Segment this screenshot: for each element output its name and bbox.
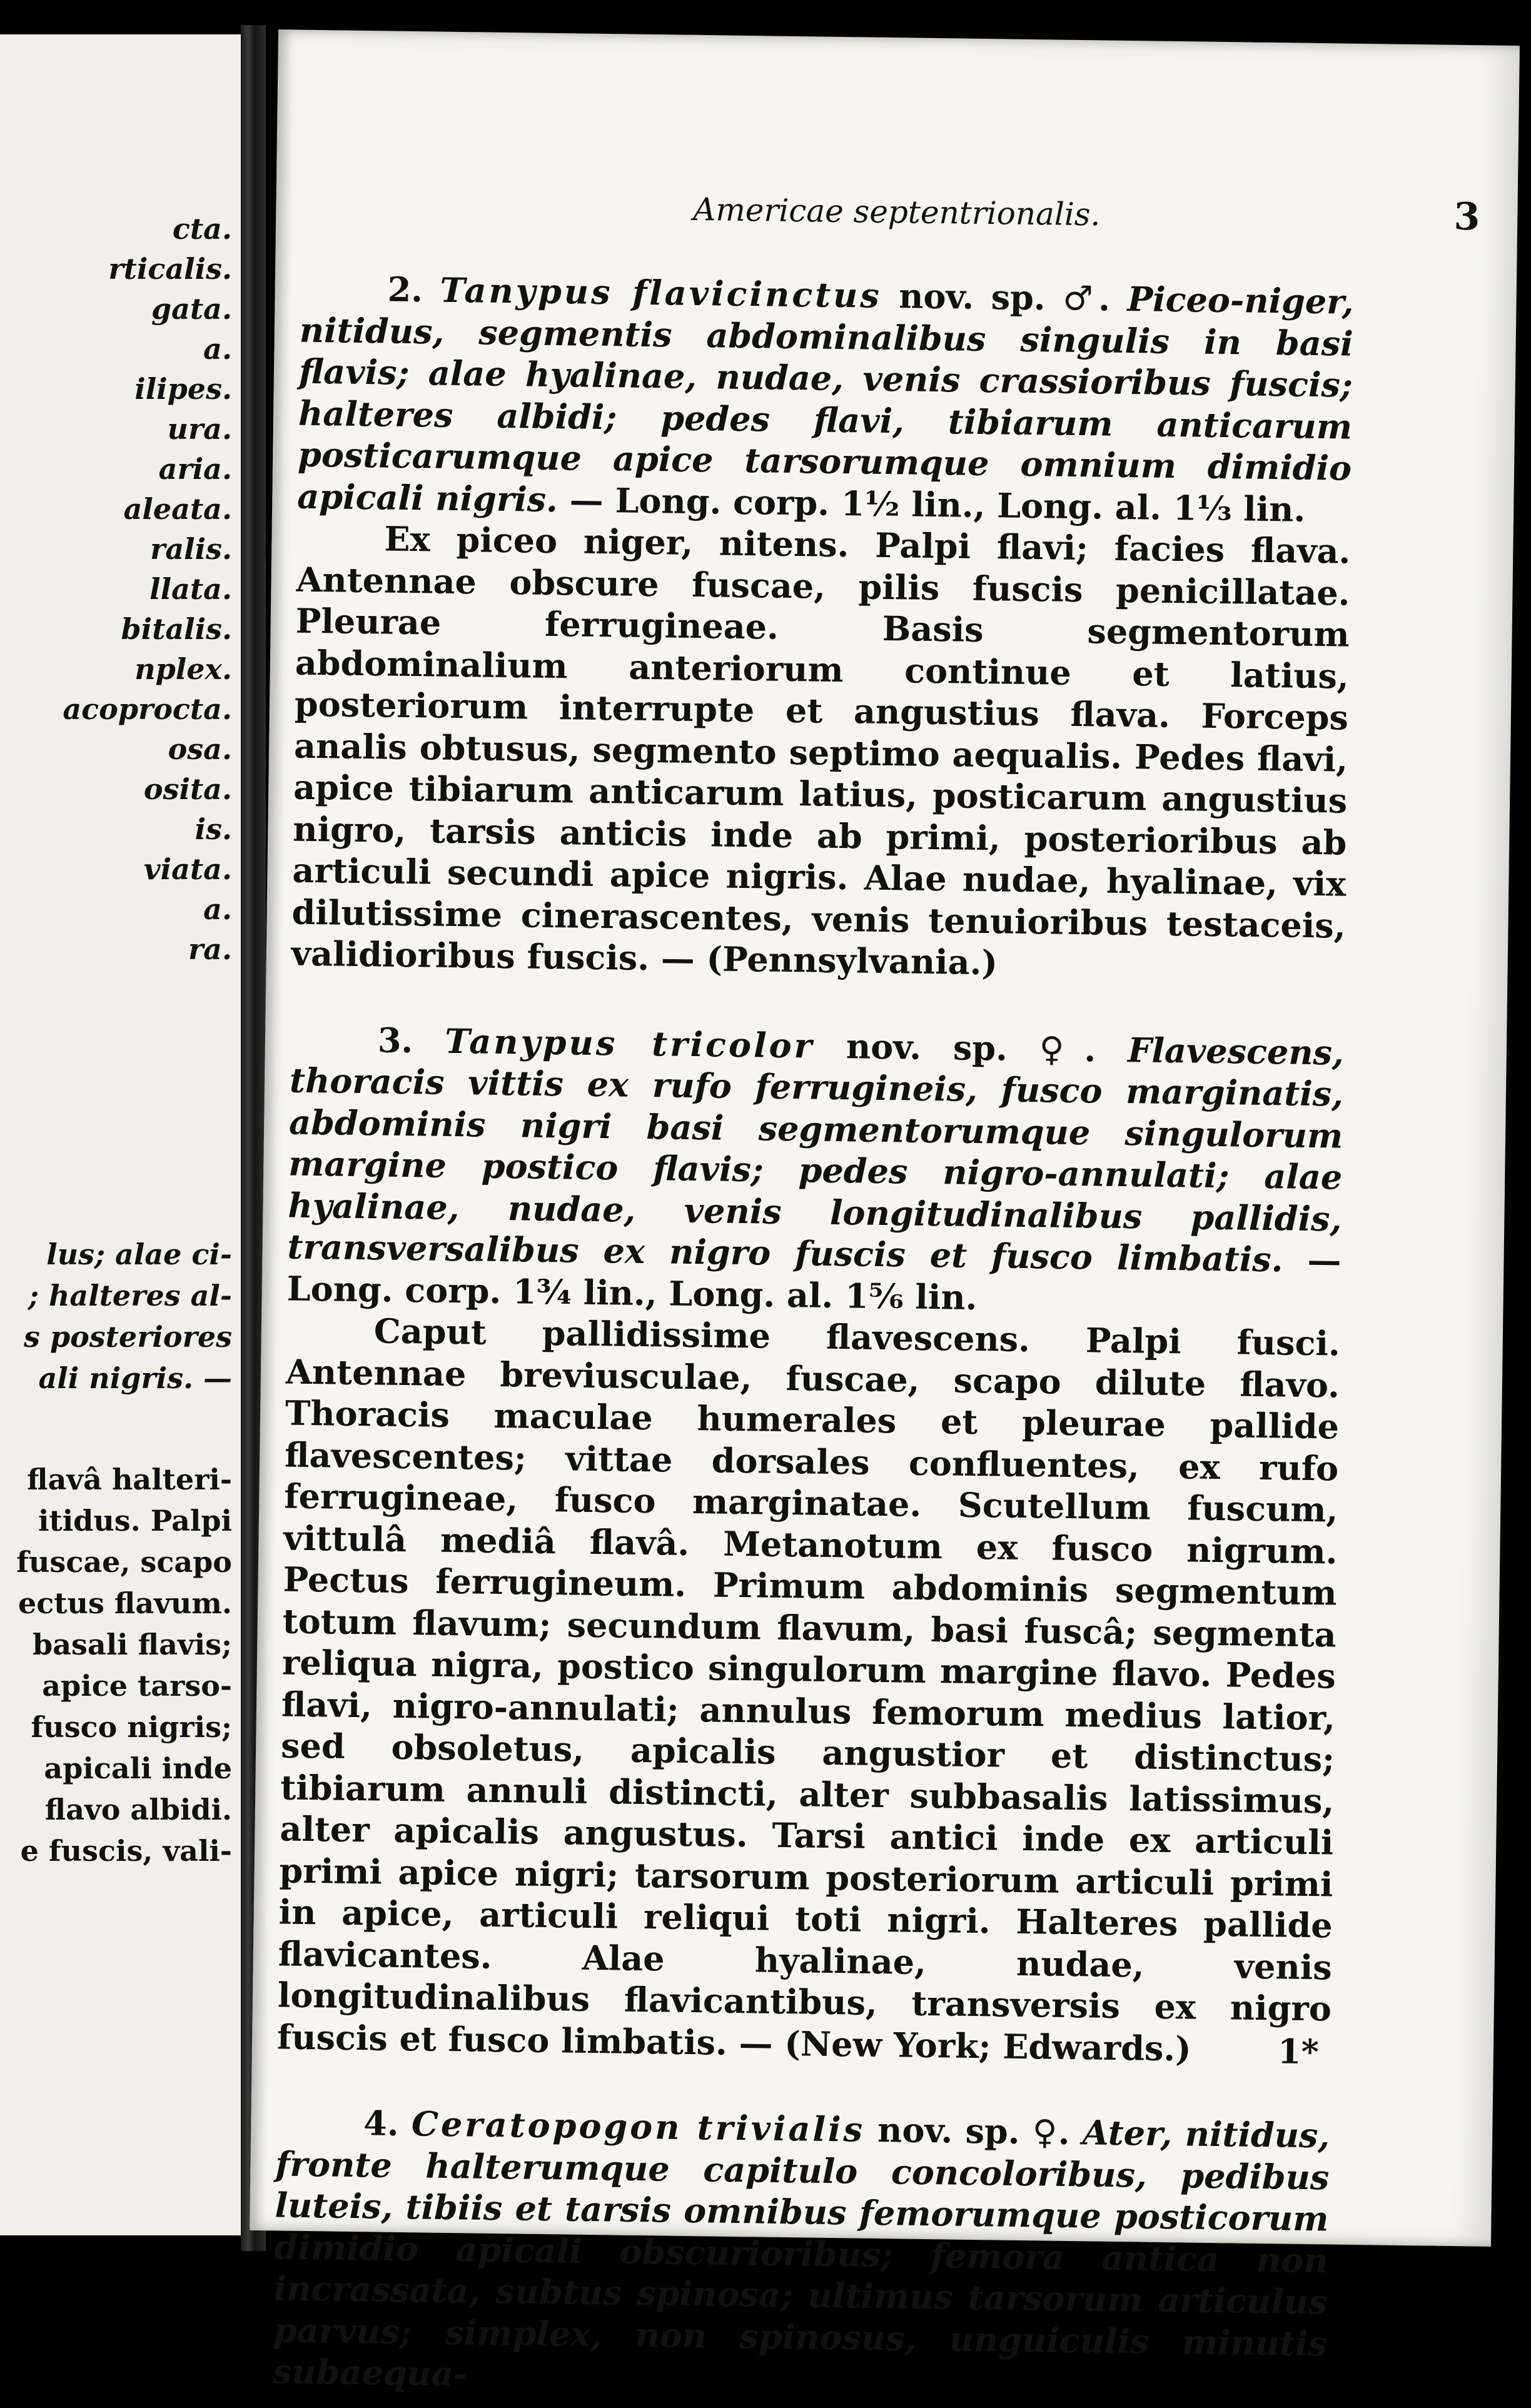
left-page-line: nplex. — [134, 652, 232, 686]
species-name: Tanypus tricolor — [444, 1020, 815, 1066]
left-page-line: ; halteres al- — [28, 1279, 232, 1312]
left-page-line: e fuscis, vali- — [20, 1834, 232, 1868]
species-status: nov. sp. ♀. — [877, 2109, 1071, 2153]
left-page-line: aria. — [158, 452, 232, 486]
description-paragraph: Caput pallidissime flavescens. Palpi fusci. Antennae breviusculae, fuscae, scapo dilute flavo. Thoracis maculae humerales et pleurae pallide flavescentes; vittae dorsales confluentes, ex rufo ferrugineae, fusco marginatae. Scutellum fuscum, vittulâ mediâ flavâ. Metanotum ex fusco nigrum. Pectus ferrugineum. Primum abdominis segmentum totum flavum; secundum flavum, basi fuscâ; segmenta reliqua nigra, postico singulorum margine flavo. Pedes flavi, nigro-annulati; annulus femorum medius latior, sed obsoletus, apicalis angustior et distinctus; tibiarum annuli distincti, alter subbasalis latissimus, alter apicalis angustus. Tarsi antici inde ex articuli primi apice nigri; tarsorum posteriorum articuli primi in apice, articuli reliqui toti nigri. Halteres pallide flavicantes. Alae hyalinae, nudae, venis longitudinalibus flavicantibus, transversis ex nigro fuscis et fusco limbatis. — (New York; Edwards.) — [276, 1311, 1341, 2069]
species-diagnosis: Flavescens, thoracis vittis ex rufo ferrugineis, fusco marginatis, abdominis nigri basi segmentorumque singulorum margine postico flavis; pedes nigro-annulati; alae hyalinae, nudae, venis longitudinalibus pallidis, transversalibus ex nigro fuscis et fusco limbatis. — [287, 1029, 1345, 1280]
species-entry — [277, 1018, 1345, 2071]
left-page-line: rticalis. — [108, 252, 232, 286]
page-body — [273, 268, 1354, 2406]
left-page-line: is. — [195, 812, 232, 846]
entry-number: 2. — [387, 269, 423, 310]
species-measure: — Long. corp. 1¾ lin., Long. al. 1⅚ lin. — [286, 1239, 1342, 1317]
species-entry — [291, 268, 1354, 988]
left-page-line: acoprocta. — [63, 692, 232, 726]
left-page-line: fuscae, scapo — [16, 1545, 232, 1579]
left-page-line: gata. — [151, 292, 232, 326]
right-page — [250, 29, 1520, 2394]
left-page-line: itidus. Palpi — [38, 1504, 232, 1538]
left-page-line: cta. — [172, 212, 232, 246]
left-page-line: viata. — [143, 852, 232, 886]
left-page-line: basali flavis; — [33, 1628, 232, 1661]
left-page-line: osa. — [168, 732, 232, 766]
species-diagnosis: Ater, nitidus, fronte halterumque capitulo concoloribus, pedibus luteis, tibiis et tarsis omnibus femorumque posticorum dimidio apicali obscurioribus; femora antica non incrassata, subtus spinosa; ultimus tarsorum articulus parvus; simplex, non spinosus, unguiculis minutis subaequa- — [272, 2112, 1330, 2394]
left-page-line: ali nigris. — — [38, 1361, 232, 1395]
left-page-line: lus; alae ci- — [46, 1237, 232, 1271]
left-page-line: apice tarso- — [42, 1669, 232, 1703]
species-status: nov. sp. ♂. — [898, 276, 1111, 319]
species-diagnosis: Piceo-niger, nitidus, segmentis abdominalibus singulis in basi flavis; alae hyalinae, nudae, venis crassioribus fuscis; halteres albidi; pedes flavi, tibiarum anticarum posticarumque apice tarsorumque omnium dimidio apicali nigris. — [296, 278, 1354, 520]
left-page — [0, 34, 241, 2235]
species-entry — [273, 2101, 1330, 2406]
species-name: Tanypus flavicinctus — [440, 270, 882, 316]
left-page-line: ura. — [167, 412, 232, 446]
left-page-line: aleata. — [123, 492, 232, 526]
left-page-line: bitalis. — [121, 612, 232, 646]
left-page-line: flavâ halteri- — [27, 1463, 232, 1496]
left-page-line: a. — [203, 892, 232, 926]
species-status: nov. sp. ♀. — [846, 1025, 1096, 1069]
left-page-line: ectus flavum. — [18, 1586, 232, 1620]
left-page-line: fusco nigris; — [31, 1710, 232, 1744]
description-paragraph: Ex piceo niger, nitens. Palpi flavi; facies flava. Antennae obscure fuscae, pilis fuscis penicillatae. Pleurae ferrugineae. Basis segmentorum abdominalium anteriorum continue et latius, posteriorum interrupte et angustius flava. Forceps analis obtusus, segmento septimo aequalis. Pedes flavi, apice tibiarum anticarum latius, posticarum angustius nigro, tarsis anticis inde ab primi, posterioribus ab articuli secundi apice nigris. Alae nudae, hyalinae, vix dilutissime cinerascentes, venis tenuioribus testaceis, validioribus fuscis. — (Pennsylvania.) — [291, 518, 1351, 983]
species-name: Ceratopogon trivialis — [411, 2103, 866, 2150]
entry-number: 3. — [377, 1019, 413, 1060]
running-header: Americae septentrionalis. — [692, 191, 1101, 233]
left-page-line: osita. — [143, 772, 232, 806]
left-page-line: ralis. — [150, 532, 232, 566]
left-page-line: ilipes. — [134, 372, 232, 406]
page-number: 3 — [1453, 194, 1480, 239]
left-page-line: llata. — [149, 572, 232, 606]
left-page-line: flavo albidi. — [44, 1793, 232, 1826]
left-page-line: a. — [203, 332, 232, 366]
left-page-line: ra. — [188, 932, 232, 966]
left-page-line: apicali inde — [44, 1751, 232, 1785]
left-page-line: s posteriores — [24, 1320, 232, 1354]
species-measure: — Long. corp. 1½ lin., Long. al. 1⅓ lin. — [569, 479, 1306, 530]
entry-number: 4. — [363, 2103, 400, 2144]
signature-mark: 1* — [1277, 2031, 1320, 2072]
